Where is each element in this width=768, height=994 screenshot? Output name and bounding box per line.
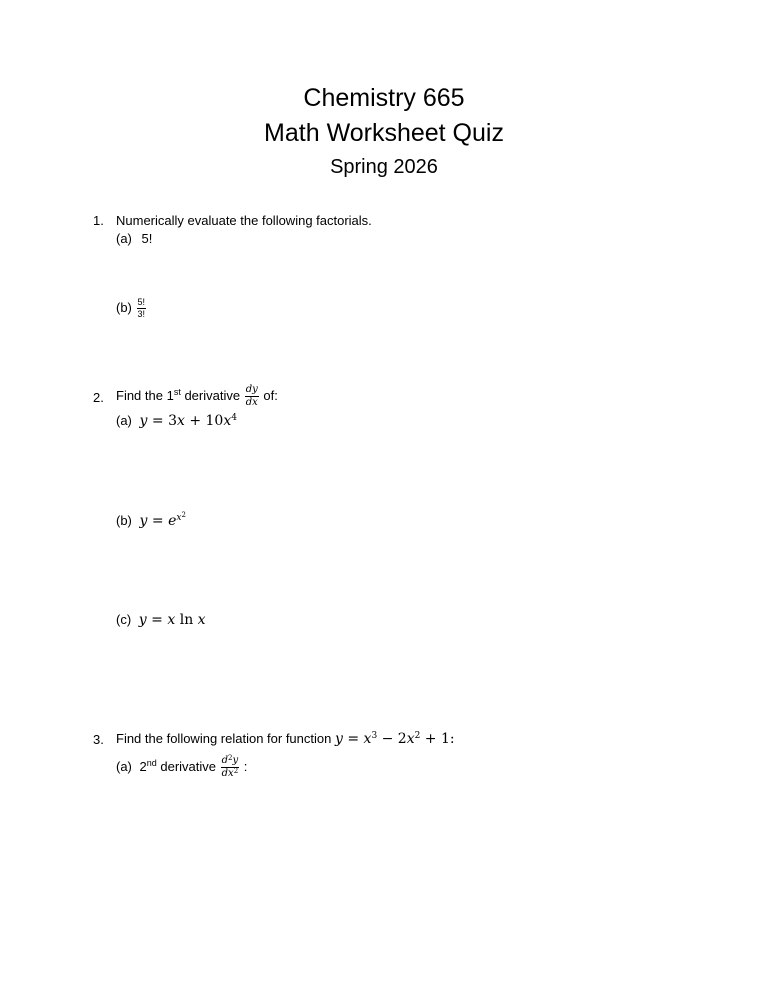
q2-part-c <box>116 613 206 627</box>
q2-frac-numerator: dy <box>245 384 258 395</box>
q2-a-lhs: y <box>139 413 148 429</box>
q2-b-label: (b) <box>116 513 132 528</box>
q2-prompt <box>116 385 278 408</box>
q3-frac-den-power: 2 <box>233 767 239 775</box>
q3-frac-num-d: d <box>221 755 229 766</box>
q3-a-sup: nd <box>146 757 157 768</box>
q3-derivative-fraction <box>221 756 240 779</box>
q3-prompt <box>116 732 455 746</box>
q2-a-x1: x <box>176 413 185 429</box>
q3-a-mid: derivative <box>156 758 220 774</box>
q2-a-x2: x <box>223 413 232 429</box>
q2-b-eq: = <box>147 513 169 529</box>
q2-part-a <box>116 414 237 428</box>
course-title: Chemistry 665 <box>303 84 465 112</box>
term-title: Spring 2026 <box>330 156 438 178</box>
q2-prompt-pre: Find the 1 <box>116 387 174 403</box>
q3-number: 3. <box>93 732 104 747</box>
q2-frac-denominator: dx <box>245 397 258 408</box>
q3-frac-num-power: 2 <box>228 754 233 762</box>
q2-prompt-mid: derivative <box>180 387 244 403</box>
q2-prompt-sup: st <box>173 386 181 397</box>
q3-frac-den-dx: dx <box>221 768 234 779</box>
q2-b-lhs: y <box>139 513 148 529</box>
q2-a-eq: = 3 <box>147 413 177 429</box>
q1-a-label: (a) <box>116 231 132 246</box>
q2-c-equation <box>139 612 206 628</box>
q2-b-exp-power: 2 <box>181 511 186 519</box>
q1-b-numerator: 5! <box>137 297 146 307</box>
q3-a-post: : <box>240 758 248 774</box>
q2-b-exp-x: x <box>176 513 182 523</box>
q3-f-power1: 3 <box>371 731 378 741</box>
q3-f-x2: x <box>406 731 415 747</box>
q2-c-x2: x <box>197 612 206 628</box>
q3-f-x1: x <box>363 731 372 747</box>
q1-a-expression: 5! <box>141 231 153 246</box>
q2-b-exponent <box>176 513 186 523</box>
q2-c-eq: = <box>146 612 168 628</box>
q3-f-plus: + 1 <box>420 731 450 747</box>
quiz-title: Math Worksheet Quiz <box>264 119 504 147</box>
q2-prompt-post: of: <box>259 387 278 403</box>
q2-c-ln: ln <box>175 612 198 628</box>
q3-f-colon: : <box>449 731 455 747</box>
q2-derivative-fraction <box>245 385 259 408</box>
q1-b-label: (b) <box>116 299 132 315</box>
q2-a-plus: + 10 <box>184 413 224 429</box>
q3-a-label: (a) <box>116 758 132 774</box>
q3-f-y: y <box>334 731 343 747</box>
q2-a-label: (a) <box>116 413 132 428</box>
q3-function <box>335 731 455 747</box>
q2-b-equation <box>140 513 186 529</box>
q2-c-x: x <box>167 612 176 628</box>
q2-a-equation <box>140 413 237 429</box>
q2-b-base: e <box>168 513 177 529</box>
q1-b-denominator: 3! <box>137 309 146 319</box>
q3-prompt-text: Find the following relation for function <box>116 731 335 746</box>
q3-frac-num-y: y <box>232 755 239 766</box>
q1-part-a <box>116 232 152 245</box>
q3-part-a <box>116 756 247 779</box>
q3-f-power2: 2 <box>414 731 421 741</box>
q2-part-b <box>116 511 186 529</box>
q3-f-eq: = <box>342 731 364 747</box>
q3-f-minus: − 2 <box>377 731 407 747</box>
q1-part-b <box>116 298 147 319</box>
q3-frac-denominator <box>221 768 240 779</box>
q2-c-label: (c) <box>116 612 132 627</box>
q2-number: 2. <box>93 390 104 405</box>
q2-a-power: 4 <box>231 413 237 423</box>
q1-b-fraction <box>137 298 147 319</box>
q2-c-lhs: y <box>138 612 147 628</box>
q3-a-pre: 2 <box>139 758 147 774</box>
q1-number: 1. <box>93 213 104 228</box>
q1-prompt: Numerically evaluate the following factorials. <box>116 213 372 228</box>
